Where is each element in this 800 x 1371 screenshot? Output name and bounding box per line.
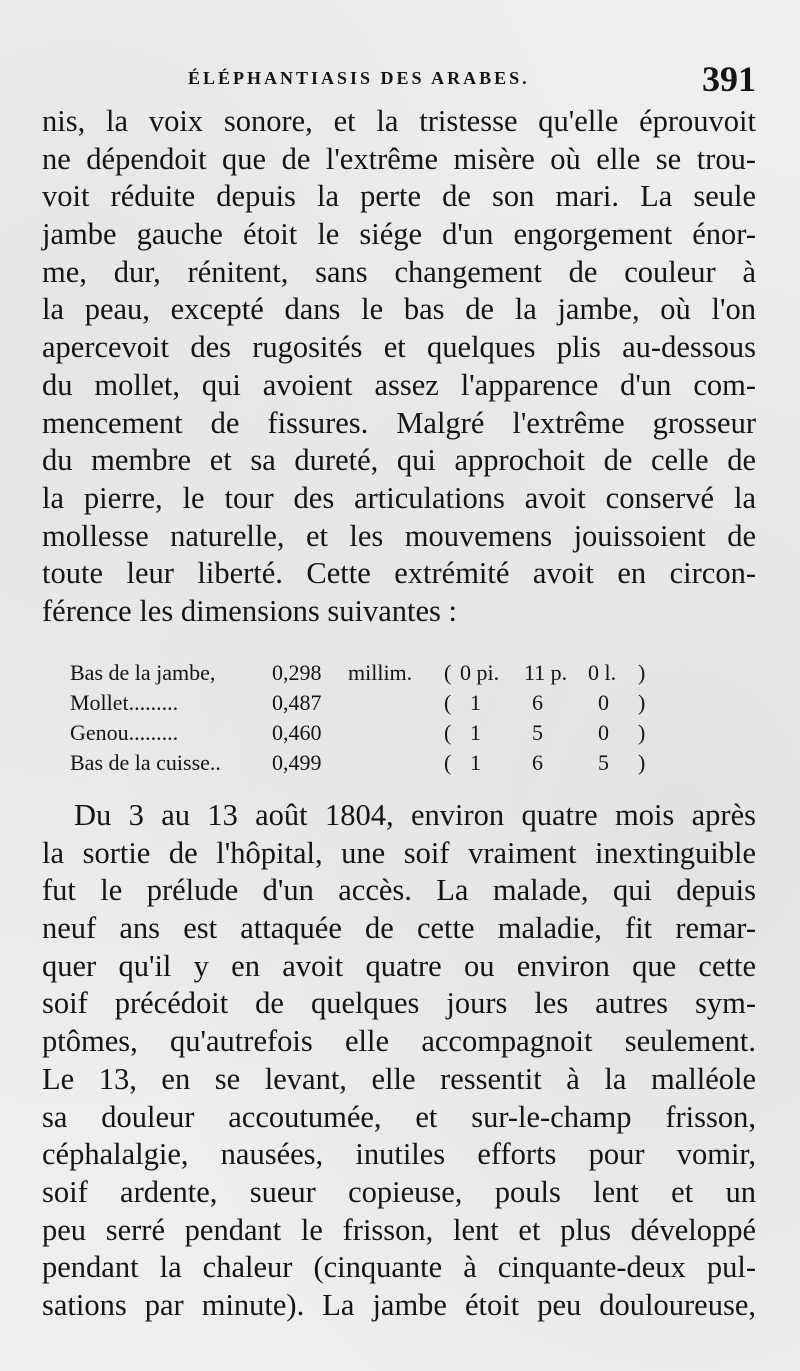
page-number: 391 bbox=[702, 59, 756, 99]
text-line: voit réduite depuis la perte de son mari. La seule bbox=[42, 179, 756, 214]
text-line: soif précédoit de quelques jours les autres sym- bbox=[42, 986, 756, 1021]
text-line: du membre et sa dureté, qui approchoit de celle de bbox=[42, 443, 756, 478]
paragraph-1 bbox=[42, 103, 756, 631]
text-line: la sortie de l'hôpital, une soif vraiment inextinguible bbox=[42, 835, 756, 870]
row-lignes: 0 bbox=[598, 720, 609, 745]
row-lignes: 0 bbox=[598, 690, 609, 715]
text-line: soif ardente, sueur copieuse, pouls lent et un bbox=[42, 1174, 756, 1209]
table-row bbox=[70, 660, 670, 690]
text-line: apercevoit des rugosités et quelques plis au-dessous bbox=[42, 330, 756, 365]
text-line: nis, la voix sonore, et la tristesse qu'elle éprouvoit bbox=[42, 104, 756, 138]
row-pouces: 11 p. bbox=[524, 660, 568, 685]
text-line: mollesse naturelle, et les mouvemens jouissoient de bbox=[42, 518, 756, 553]
row-pieds: 1 bbox=[470, 720, 481, 745]
text-line: Le 13, en se levant, elle ressentit à la malléole bbox=[42, 1061, 756, 1096]
text-line: Du 3 au 13 août 1804, environ quatre mois après bbox=[74, 798, 756, 832]
row-value-mm: 0,460 bbox=[272, 720, 322, 745]
measurements-table bbox=[70, 660, 670, 780]
row-pouces: 6 bbox=[532, 690, 543, 715]
text-line: sa douleur accoutumée, et sur-le-champ frisson, bbox=[42, 1099, 756, 1134]
row-pouces: 6 bbox=[532, 750, 543, 775]
close-paren: ) bbox=[638, 750, 646, 775]
open-paren: ( bbox=[444, 690, 452, 715]
row-pieds: 1 bbox=[470, 690, 481, 715]
text-line: neuf ans est attaquée de cette maladie, fit remar- bbox=[42, 911, 756, 946]
paragraph-2 bbox=[42, 797, 756, 1325]
open-paren: ( bbox=[444, 720, 452, 745]
text-line: ne dépendoit que de l'extrême misère où elle se trou- bbox=[42, 141, 756, 176]
row-label: Mollet......... bbox=[70, 690, 179, 715]
close-paren: ) bbox=[638, 660, 646, 685]
table-row bbox=[70, 720, 670, 750]
text-line: me, dur, rénitent, sans changement de couleur à bbox=[42, 254, 756, 289]
text-line: jambe gauche étoit le siége d'un engorgement énor- bbox=[42, 217, 756, 252]
row-value-mm: 0,487 bbox=[272, 690, 322, 715]
row-pieds: 0 pi. bbox=[460, 660, 500, 685]
text-line: sations par minute). La jambe étoit peu douloureuse, bbox=[42, 1287, 756, 1322]
row-pieds: 1 bbox=[470, 750, 481, 775]
text-line: la pierre, le tour des articulations avoit conservé la bbox=[42, 480, 756, 515]
text-line: peu serré pendant le frisson, lent et plus développé bbox=[42, 1212, 756, 1247]
text-line: fut le prélude d'un accès. La malade, qui depuis bbox=[42, 873, 756, 908]
table-row bbox=[70, 750, 670, 780]
text-line: céphalalgie, nausées, inutiles efforts pour vomir, bbox=[42, 1137, 756, 1172]
row-label: Genou......... bbox=[70, 720, 179, 745]
text-line: ptômes, qu'autrefois elle accompagnoit seulement. bbox=[42, 1024, 756, 1059]
table-row bbox=[70, 690, 670, 720]
text-line: toute leur liberté. Cette extrémité avoit en circon- bbox=[42, 556, 756, 591]
row-pouces: 5 bbox=[532, 720, 543, 745]
page-header bbox=[188, 58, 756, 99]
row-lignes: 5 bbox=[598, 750, 609, 775]
row-label: Bas de la jambe, bbox=[70, 660, 216, 685]
row-unit: millim. bbox=[348, 660, 413, 685]
row-value-mm: 0,298 bbox=[272, 660, 322, 685]
open-paren: ( bbox=[444, 660, 452, 685]
text-line: mencement de fissures. Malgré l'extrême grosseur bbox=[42, 405, 756, 440]
text-line: quer qu'il y en avoit quatre ou environ que cette bbox=[42, 948, 756, 983]
text-line: du mollet, qui avoient assez l'apparence d'un com- bbox=[42, 367, 756, 402]
close-paren: ) bbox=[638, 720, 646, 745]
text-line: pendant la chaleur (cinquante à cinquante-deux pul- bbox=[42, 1250, 756, 1285]
row-value-mm: 0,499 bbox=[272, 750, 322, 775]
row-label: Bas de la cuisse.. bbox=[70, 750, 221, 775]
row-lignes: 0 l. bbox=[588, 660, 617, 685]
close-paren: ) bbox=[638, 690, 646, 715]
text-line: la peau, excepté dans le bas de la jambe, où l'on bbox=[42, 292, 756, 327]
open-paren: ( bbox=[444, 750, 452, 775]
running-head: ÉLÉPHANTIASIS DES ARABES. bbox=[188, 68, 530, 88]
text-line: férence les dimensions suivantes : bbox=[42, 593, 458, 628]
